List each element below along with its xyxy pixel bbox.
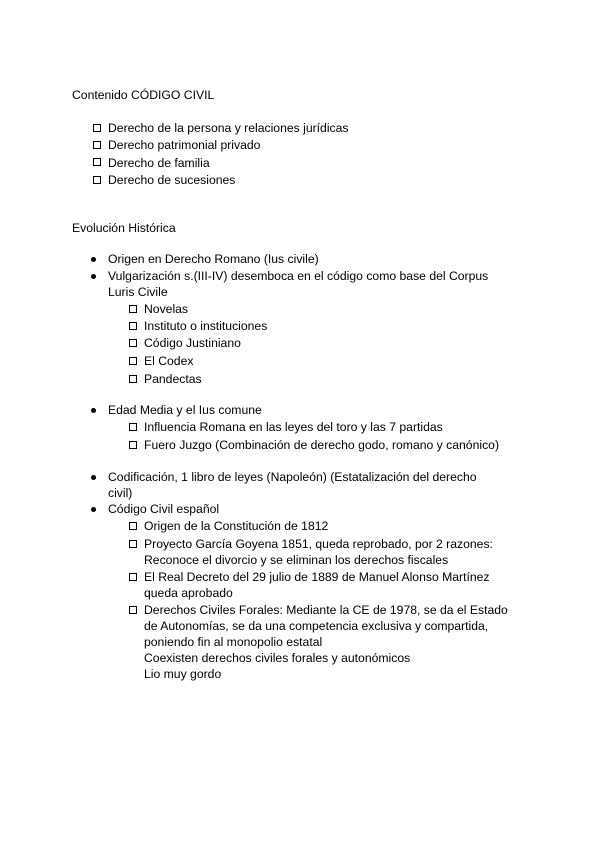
sub-item: Origen de la Constitución de 1812 bbox=[144, 519, 329, 533]
checkbox[interactable] bbox=[93, 124, 101, 132]
sub-item: Lio muy gordo bbox=[144, 667, 222, 681]
bullet-line: civil) bbox=[108, 486, 133, 500]
sub-item: de Autonomías, se da una competencia exclusiva y compartida, bbox=[144, 619, 489, 633]
checkbox[interactable] bbox=[129, 522, 137, 530]
bullet-marker bbox=[91, 408, 96, 413]
bullet-marker bbox=[91, 507, 96, 512]
checkbox[interactable] bbox=[129, 339, 137, 347]
bullet-marker bbox=[91, 274, 96, 279]
bullet-line: Vulgarización s.(III-IV) desemboca en el código como base del Corpus bbox=[108, 269, 489, 283]
sub-item: El Codex bbox=[144, 354, 194, 368]
bullet-marker bbox=[91, 257, 96, 262]
sub-item: Reconoce el divorcio y se eliminan los derechos fiscales bbox=[144, 553, 449, 567]
sub-item: Proyecto García Goyena 1851, queda reprobado, por 2 razones: bbox=[144, 537, 493, 551]
sub-item: Derechos Civiles Forales: Mediante la CE de 1978, se da el Estado bbox=[144, 603, 508, 617]
contenido-item: Derecho de sucesiones bbox=[108, 173, 236, 187]
bullet-line: Luris Civile bbox=[108, 285, 168, 299]
sub-item: El Real Decreto del 29 julio de 1889 de Manuel Alonso Martínez bbox=[144, 570, 490, 584]
checkbox[interactable] bbox=[129, 375, 137, 383]
sub-item: Instituto o instituciones bbox=[144, 319, 268, 333]
contenido-heading: Contenido CÓDIGO CIVIL bbox=[72, 88, 215, 102]
checkbox[interactable] bbox=[93, 176, 101, 184]
sub-item: queda aprobado bbox=[144, 586, 233, 600]
checkbox[interactable] bbox=[129, 305, 137, 313]
sub-item: Novelas bbox=[144, 302, 189, 316]
checkbox[interactable] bbox=[129, 357, 137, 365]
sub-item: Código Justiniano bbox=[144, 336, 241, 350]
sub-item: Pandectas bbox=[144, 372, 202, 386]
checkbox[interactable] bbox=[129, 423, 137, 431]
checkbox[interactable] bbox=[93, 141, 101, 149]
bullet-line: Codificación, 1 libro de leyes (Napoleón) (Estatalización del derecho bbox=[108, 470, 477, 484]
sub-item: poniendo fin al monopolio estatal bbox=[144, 635, 323, 649]
evolucion-heading: Evolución Histórica bbox=[72, 221, 176, 235]
contenido-item: Derecho de familia bbox=[108, 156, 210, 170]
bullet-line: Origen en Derecho Romano (Ius civile) bbox=[108, 252, 319, 266]
checkbox[interactable] bbox=[129, 441, 137, 449]
sub-item: Fuero Juzgo (Combinación de derecho godo, romano y canónico) bbox=[144, 438, 499, 452]
checkbox[interactable] bbox=[93, 158, 101, 166]
bullet-line: Código Civil español bbox=[108, 502, 220, 516]
bullet-marker bbox=[91, 475, 96, 480]
contenido-item: Derecho de la persona y relaciones jurídicas bbox=[108, 121, 349, 135]
checkbox[interactable] bbox=[129, 573, 137, 581]
checkbox[interactable] bbox=[129, 540, 137, 548]
bullet-line: Edad Media y el Ius comune bbox=[108, 403, 262, 417]
checkbox[interactable] bbox=[129, 322, 137, 330]
contenido-item: Derecho patrimonial privado bbox=[108, 138, 261, 152]
checkbox[interactable] bbox=[129, 606, 137, 614]
sub-item: Coexisten derechos civiles forales y autonómicos bbox=[144, 651, 411, 665]
sub-item: Influencia Romana en las leyes del toro y las 7 partidas bbox=[144, 420, 443, 434]
